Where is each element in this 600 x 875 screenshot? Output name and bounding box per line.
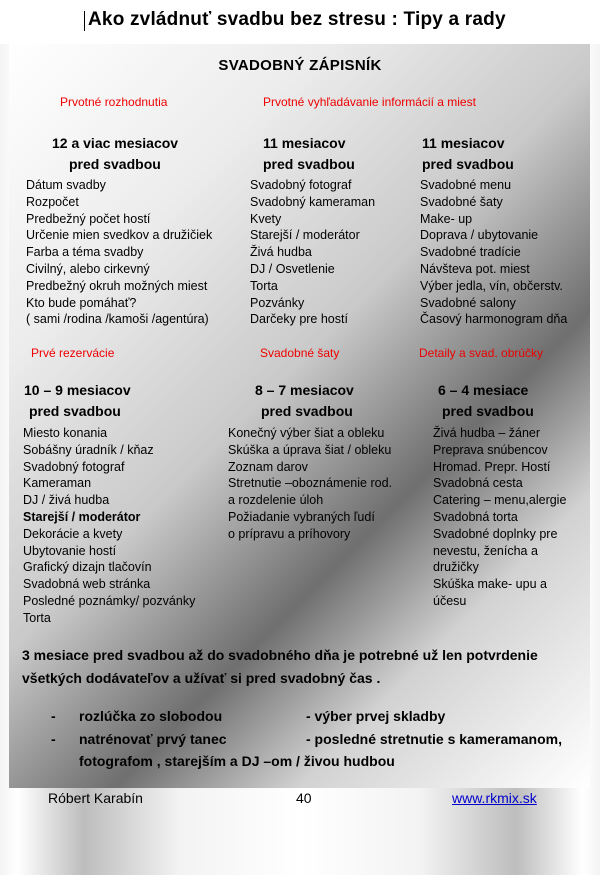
list-item: Pozvánky bbox=[250, 295, 305, 310]
list-item: a rozdelenie úloh bbox=[228, 493, 324, 508]
list-item: Doprava / ubytovanie bbox=[420, 228, 539, 243]
footer-author: Róbert Karabín bbox=[48, 790, 143, 806]
list-item: Svadobné menu bbox=[420, 178, 512, 192]
list-item: nevestu, ženícha a bbox=[433, 543, 538, 558]
task-list bbox=[433, 425, 566, 610]
period-heading: 12 a viac mesiacov pred svadbou bbox=[52, 135, 179, 172]
text-cursor bbox=[84, 11, 85, 31]
category-label: Prvé rezervácie bbox=[31, 346, 115, 360]
period-heading: 8 – 7 mesiacov pred svadbou bbox=[255, 382, 354, 419]
task-list bbox=[420, 177, 567, 328]
page-number: 40 bbox=[296, 790, 312, 806]
list-item: Predbežný okruh možných miest bbox=[26, 278, 208, 293]
list-item: Svadobné doplnky pre bbox=[433, 526, 558, 541]
bullet-dash: - bbox=[51, 708, 56, 724]
list-item: Konečný výber šiat a obleku bbox=[228, 426, 385, 440]
list-item: Výber jedla, vín, občerstv. bbox=[420, 278, 563, 293]
list-item: družičky bbox=[433, 560, 479, 575]
list-item: Svadobná cesta bbox=[433, 476, 523, 491]
list-item: Farba a téma svadby bbox=[26, 245, 144, 260]
bullet-item: fotografom , starejším a DJ –om / živou hudbou bbox=[79, 753, 395, 769]
list-item: Darčeky pre hostí bbox=[250, 312, 348, 327]
task-list bbox=[228, 425, 392, 543]
bullet-item: natrénovať prvý tanec bbox=[79, 731, 227, 747]
list-item: Make- up bbox=[420, 211, 473, 226]
list-item: Požiadanie vybraných ľudí bbox=[228, 509, 375, 524]
list-item: Svadobná torta bbox=[433, 509, 518, 524]
list-item: Preprava snúbencov bbox=[433, 442, 548, 457]
category-label: Detaily a svad. obrúčky bbox=[419, 346, 544, 360]
list-item: Svadobné salony bbox=[420, 295, 516, 310]
list-item: Svadobný fotograf bbox=[23, 459, 125, 474]
bullet-item: - výber prvej skladby bbox=[306, 708, 446, 724]
list-item: Predbežný počet hostí bbox=[26, 211, 151, 226]
task-list bbox=[250, 177, 375, 328]
list-item: Rozpočet bbox=[26, 194, 79, 209]
list-item: Živá hudba bbox=[250, 245, 312, 260]
list-item: Torta bbox=[250, 278, 278, 293]
period-heading: 6 – 4 mesiace pred svadbou bbox=[438, 382, 534, 419]
list-item: Hromad. Prepr. Hostí bbox=[433, 459, 551, 474]
list-item: Skúška make- upu a bbox=[433, 577, 547, 592]
page-title: Ako zvládnuť svadbu bez stresu : Tipy a rady bbox=[88, 9, 506, 30]
list-item: Sobášny úradník / kňaz bbox=[23, 442, 154, 457]
list-item: Stretnutie –oboznámenie rod. bbox=[228, 476, 392, 491]
bullet-dash: - bbox=[51, 731, 56, 747]
list-item: Kameraman bbox=[23, 476, 92, 491]
category-label: Svadobné šaty bbox=[260, 346, 340, 360]
list-item: Catering – menu,alergie bbox=[433, 493, 567, 508]
list-item: Ubytovanie hostí bbox=[23, 543, 117, 558]
list-item: Kto bude pomáhať? bbox=[26, 295, 137, 310]
list-item: Návšteva pot. miest bbox=[420, 261, 530, 276]
notebook-heading: SVADOBNÝ ZÁPISNÍK bbox=[218, 57, 382, 74]
period-heading: 11 mesiacov pred svadbou bbox=[422, 135, 514, 172]
list-item: Skúška a úprava šiat / obleku bbox=[228, 442, 392, 457]
category-label: Prvotné rozhodnutia bbox=[60, 95, 168, 109]
list-item: DJ / Osvetlenie bbox=[250, 261, 335, 276]
list-item: Živá hudba – žáner bbox=[433, 426, 541, 440]
list-item: Civilný, alebo cirkevný bbox=[26, 261, 150, 276]
category-label: Prvotné vyhľadávanie informácií a miest bbox=[263, 95, 476, 109]
list-item: Dátum svadby bbox=[26, 178, 106, 192]
list-item: Dekorácie a kvety bbox=[23, 526, 123, 541]
list-item: Miesto konania bbox=[23, 426, 108, 440]
final-note: 3 mesiace pred svadbou až do svadobného dňa je potrebné už len potvrdenie všetkých dodávateľov a užívať si pred svadobný čas . bbox=[22, 647, 538, 686]
list-item: Grafický dizajn tlačovín bbox=[23, 560, 152, 575]
list-item: Svadobný kameraman bbox=[250, 194, 376, 209]
list-item: Časový harmonogram dňa bbox=[420, 312, 568, 327]
task-list bbox=[26, 177, 212, 328]
list-item: Kvety bbox=[250, 211, 282, 226]
list-item: Svadobné šaty bbox=[420, 194, 503, 209]
list-item: ( sami /rodina /kamoši /agentúra) bbox=[26, 312, 209, 327]
list-item: účesu bbox=[433, 593, 467, 608]
bullet-item: rozlúčka zo slobodou bbox=[79, 708, 223, 724]
list-item: Zoznam darov bbox=[228, 459, 308, 474]
list-item: Svadobný fotograf bbox=[250, 178, 352, 192]
list-item: Starejší / moderátor bbox=[23, 509, 141, 524]
period-heading: 10 – 9 mesiacov pred svadbou bbox=[24, 382, 131, 419]
list-item: o prípravu a príhovory bbox=[228, 526, 351, 541]
list-item: DJ / živá hudba bbox=[23, 493, 110, 508]
list-item: Svadobná web stránka bbox=[23, 577, 151, 592]
website-link[interactable]: www.rkmix.sk bbox=[452, 790, 537, 806]
list-item: Posledné poznámky/ pozvánky bbox=[23, 593, 196, 608]
task-list bbox=[23, 425, 195, 627]
list-item: Starejší / moderátor bbox=[250, 228, 360, 243]
list-item: Svadobné tradície bbox=[420, 245, 521, 260]
list-item: Torta bbox=[23, 610, 51, 625]
list-item: Určenie mien svedkov a družičiek bbox=[26, 228, 213, 243]
period-heading: 11 mesiacov pred svadbou bbox=[263, 135, 355, 172]
bullet-item: - posledné stretnutie s kameramanom, bbox=[306, 731, 562, 747]
